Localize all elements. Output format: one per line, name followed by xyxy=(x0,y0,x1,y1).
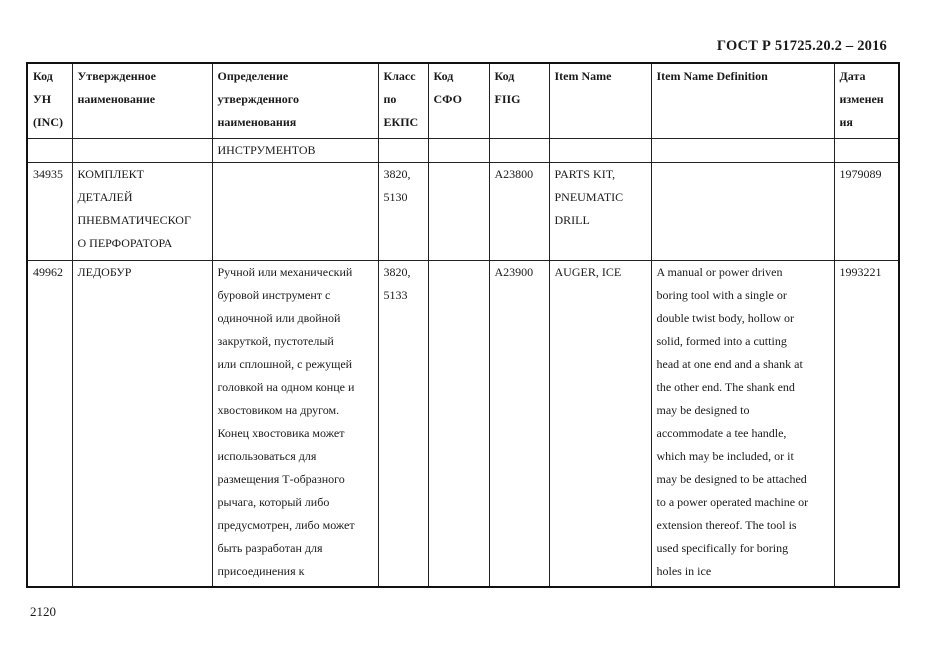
header-inc-code: Код УН (INC) xyxy=(27,63,72,138)
cell-date xyxy=(834,138,899,162)
cell-sfo xyxy=(428,138,489,162)
header-item-name: Item Name xyxy=(549,63,651,138)
cell-ekps: 3820, 5133 xyxy=(378,260,428,587)
cell-date: 1993221 xyxy=(834,260,899,587)
cell-item-name xyxy=(549,138,651,162)
header-item-name-definition: Item Name Definition xyxy=(651,63,834,138)
cell-item-definition: A manual or power driven boring tool with a single or double twist body, hollow or solid, formed into a cutting head at one end and a shank at the other end. The shank end may be designed to accommodate a tee handle, which may be included, or it may be designed to be attached to a power operated machine or extension thereof. The tool is used specifically for boring holes in ice xyxy=(651,260,834,587)
cell-date: 1979089 xyxy=(834,162,899,260)
cell-ekps xyxy=(378,138,428,162)
cell-item-definition xyxy=(651,138,834,162)
classification-table xyxy=(26,62,900,588)
header-sfo-code: Код СФО xyxy=(428,63,489,138)
cell-definition: ИНСТРУМЕНТОВ xyxy=(212,138,378,162)
table-header-row xyxy=(27,63,899,138)
header-approved-name: Утвержденное наименование xyxy=(72,63,212,138)
cell-fiig: A23800 xyxy=(489,162,549,260)
header-ekps-class: Класс по ЕКПС xyxy=(378,63,428,138)
cell-approved-name xyxy=(72,138,212,162)
cell-approved-name: ЛЕДОБУР xyxy=(72,260,212,587)
header-fiig-code: Код FIIG xyxy=(489,63,549,138)
cell-sfo xyxy=(428,260,489,587)
header-name-definition: Определение утвержденного наименования xyxy=(212,63,378,138)
cell-fiig xyxy=(489,138,549,162)
cell-definition xyxy=(212,162,378,260)
cell-inc: 49962 xyxy=(27,260,72,587)
page-number: 2120 xyxy=(30,604,56,619)
cell-fiig: A23900 xyxy=(489,260,549,587)
cell-sfo xyxy=(428,162,489,260)
cell-item-name: AUGER, ICE xyxy=(549,260,651,587)
cell-item-name: PARTS KIT, PNEUMATIC DRILL xyxy=(549,162,651,260)
table-row xyxy=(27,162,899,260)
cell-approved-name: КОМПЛЕКТ ДЕТАЛЕЙ ПНЕВМАТИЧЕСКОГ О ПЕРФОРАТОРА xyxy=(72,162,212,260)
header-change-date: Дата изменен ия xyxy=(834,63,899,138)
table-row xyxy=(27,260,899,587)
cell-definition: Ручной или механический буровой инструмент с одиночной или двойной закруткой, пустотелый или сплошной, с режущей головкой на одном конце и хвостовиком на другом. Конец хвостовика может использоваться для размещения Т-образного рычага, который либо предусмотрен, либо может быть разработан для присоединения к xyxy=(212,260,378,587)
cell-inc xyxy=(27,138,72,162)
cell-inc: 34935 xyxy=(27,162,72,260)
table-row xyxy=(27,138,899,162)
cell-ekps: 3820, 5130 xyxy=(378,162,428,260)
cell-item-definition xyxy=(651,162,834,260)
document-standard-header: ГОСТ Р 51725.20.2 – 2016 xyxy=(716,38,887,54)
